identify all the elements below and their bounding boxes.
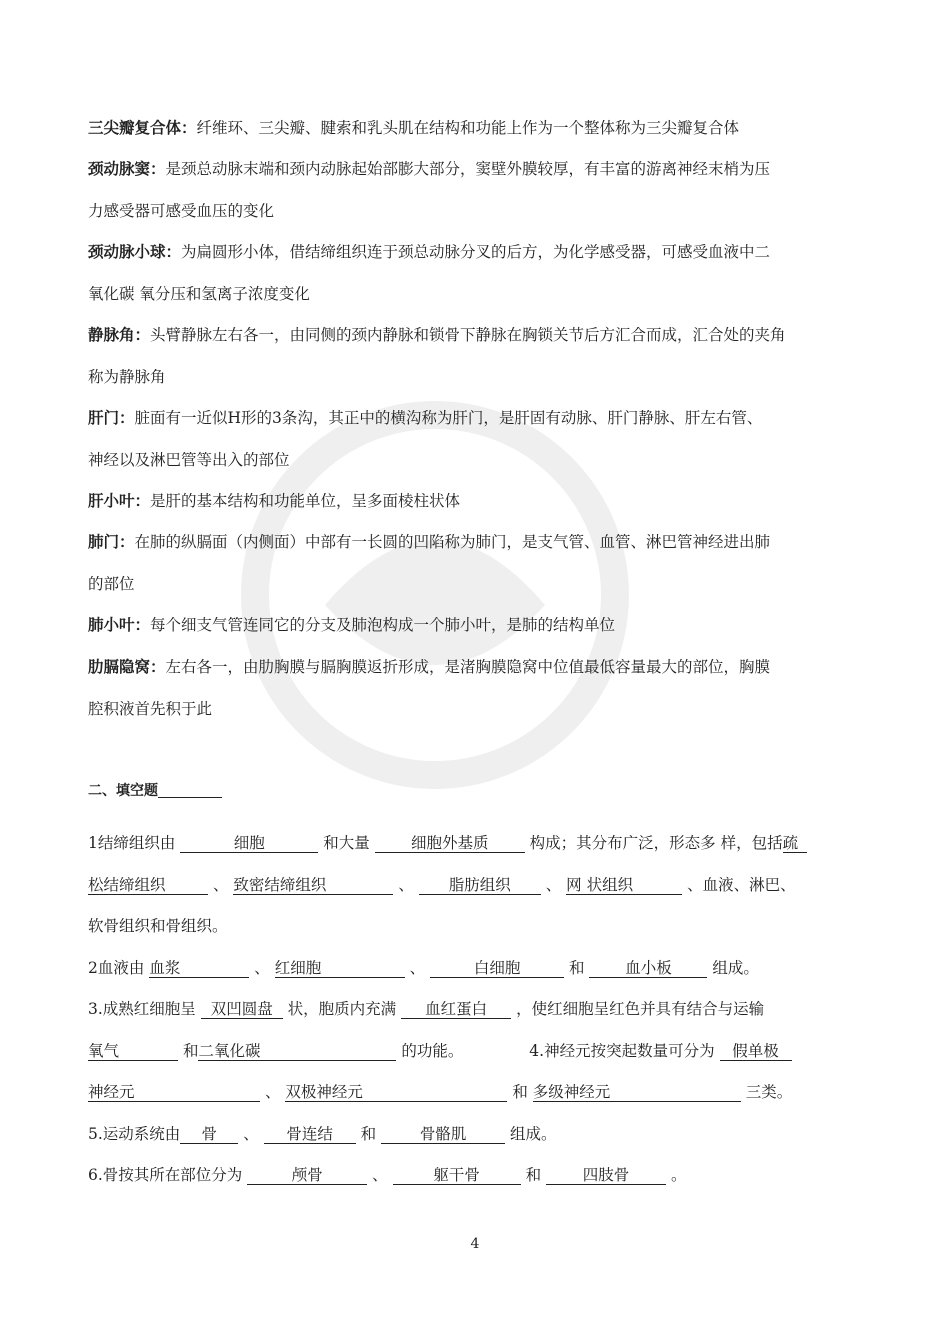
question-text: 组成。	[712, 959, 759, 977]
answer-blank: 氧气	[88, 1042, 178, 1061]
definition-text: 称为静脉角	[88, 368, 166, 386]
answer-blank: 网 状组织	[566, 876, 682, 895]
answer-blank: 致密结缔组织	[233, 876, 393, 895]
definition-text: 头臂静脉左右各一，由同侧的颈内静脉和锁骨下静脉在胸锁关节后方汇合而成，汇合处的夹角	[150, 326, 786, 344]
page-number: 4	[470, 1236, 480, 1252]
definition-text: 的部位	[88, 575, 135, 593]
separator: 、	[243, 1125, 259, 1143]
definition-text: 脏面有一近似H形的3条沟，其正中的横沟称为肝门，是肝固有动脉、肝门静脉、肝左右管、	[134, 409, 763, 427]
answer-blank: 血小板	[589, 959, 707, 978]
term: 颈动脉窦：	[88, 160, 166, 178]
term: 肺门：	[88, 533, 135, 551]
section-title-text: 二、填空题	[88, 783, 158, 799]
answer-blank: 颅骨	[247, 1166, 367, 1185]
separator: 、	[409, 959, 426, 977]
definition-text: 氧化碳 氧分压和氢离子浓度变化	[88, 285, 310, 303]
separator: 、	[212, 876, 229, 894]
definition-8	[88, 614, 615, 636]
question-text: 和	[525, 1166, 542, 1184]
answer-blank: 血红蛋白	[401, 1000, 511, 1019]
answer-blank: 疏	[783, 834, 807, 853]
question-text: 6.骨按其所在部位分为	[88, 1166, 243, 1184]
answer-blank: 骨连结	[264, 1125, 356, 1144]
answer-blank: 松结缔组织	[88, 876, 208, 895]
answer-blank: 细胞外基质	[375, 834, 525, 853]
answer-blank: 双极神经元	[285, 1083, 507, 1102]
separator: 、	[545, 876, 562, 894]
question-1-cont2	[88, 915, 228, 937]
answer-blank: 细胞	[180, 834, 318, 853]
definition-1	[88, 117, 739, 139]
answer-blank: 红细胞	[275, 959, 405, 978]
question-text: 组成。	[510, 1125, 557, 1143]
question-text: 构成；其分布广泛，形态多 样，包括	[529, 834, 783, 852]
definition-4-cont	[88, 366, 166, 388]
term: 肺小叶：	[88, 616, 151, 634]
question-text: 软骨组织和骨组织。	[88, 917, 228, 935]
question-5	[88, 1123, 557, 1145]
definition-7	[88, 531, 770, 553]
term: 肋膈隐窝：	[88, 658, 166, 676]
answer-blank: 骨	[180, 1125, 238, 1144]
definition-text: 腔积液首先积于此	[88, 700, 213, 718]
answer-blank: 白细胞	[430, 959, 564, 978]
question-text: 3.成熟红细胞呈	[88, 1000, 196, 1018]
question-text: 和	[360, 1125, 377, 1143]
definition-text: 左右各一，由肋胸膜与膈胸膜返折形成，是渚胸膜隐窝中位值最低容量最大的部位，胸膜	[165, 658, 771, 676]
definition-9	[88, 656, 770, 678]
definition-3	[88, 241, 770, 263]
definition-5-cont	[88, 449, 290, 471]
answer-blank: 脂肪组织	[419, 876, 541, 895]
question-text: 和	[569, 959, 585, 977]
definition-2-cont	[88, 200, 274, 222]
question-text: 和	[512, 1083, 528, 1101]
term: 三尖瓣复合体：	[88, 119, 197, 137]
separator: 、	[398, 876, 414, 894]
answer-blank: 多级神经元	[533, 1083, 741, 1102]
question-1	[88, 832, 807, 854]
answer-blank: 四肢骨	[546, 1166, 666, 1185]
question-3-cont	[88, 1040, 792, 1062]
definition-text: 纤维环、三尖瓣、腱索和乳头肌在结构和功能上作为一个整体称为三尖瓣复合体	[196, 119, 740, 137]
definition-3-cont	[88, 283, 310, 305]
question-text: 的功能。	[401, 1042, 464, 1060]
question-text: 1结缔组织由	[88, 834, 176, 852]
answer-blank: 血浆	[149, 959, 249, 978]
definition-text: 每个细支气管连同它的分支及肺泡构成一个肺小叶，是肺的结构单位	[150, 616, 616, 634]
definition-text: 力感受器可感受血压的变化	[88, 202, 275, 220]
question-4-cont	[88, 1081, 792, 1103]
question-text: 4.神经元按突起数量可分为	[529, 1042, 715, 1060]
definition-text: 神经以及淋巴管等出入的部位	[88, 451, 290, 469]
question-text: 三类。	[745, 1083, 793, 1101]
answer-blank: 骨骼肌	[381, 1125, 505, 1144]
question-text: 2血液由	[88, 959, 145, 977]
term: 肝小叶：	[88, 492, 151, 510]
question-text: 5.运动系统由	[88, 1125, 181, 1143]
definition-9-cont	[88, 698, 212, 720]
definition-2	[88, 158, 770, 180]
term: 静脉角：	[88, 326, 151, 344]
question-2	[88, 957, 759, 979]
definition-text: 为扁圆形小体，借结缔组织连于颈总动脉分叉的后方，为化学感受器，可感受血液中二	[181, 243, 771, 261]
separator: 、	[372, 1166, 388, 1184]
question-text: 和大量	[323, 834, 370, 852]
definition-4	[88, 324, 786, 346]
question-text: 、血液、淋巴、	[687, 876, 796, 894]
definition-7-cont	[88, 573, 135, 595]
definition-5	[88, 407, 762, 429]
question-text: 和	[182, 1042, 199, 1060]
term: 颈动脉小球：	[88, 243, 182, 261]
definition-text: 是颈总动脉末端和颈内动脉起始部膨大部分，窦壁外膜较厚，有丰富的游离神经末梢为压	[165, 160, 771, 178]
question-3	[88, 998, 764, 1020]
section-title	[88, 780, 222, 800]
question-text: 状，胞质内充满	[287, 1000, 397, 1018]
question-1-cont	[88, 874, 796, 896]
separator: 、	[264, 1083, 281, 1101]
answer-blank: 双凹圆盘	[201, 1000, 283, 1019]
answer-blank: 假单极	[720, 1042, 792, 1061]
definition-text: 在肺的纵膈面（内侧面）中部有一长圆的凹陷称为肺门，是支气管、血管、淋巴管神经进出肺	[134, 533, 771, 551]
section-title-underline	[158, 785, 222, 798]
definition-6	[88, 490, 460, 512]
question-text: 。	[670, 1166, 687, 1184]
question-text: ，使红细胞呈红色并具有结合与运输	[516, 1000, 765, 1018]
separator: 、	[254, 959, 270, 977]
answer-blank: 躯干骨	[393, 1166, 521, 1185]
definition-text: 是肝的基本结构和功能单位，呈多面棱柱状体	[150, 492, 461, 510]
term: 肝门：	[88, 409, 135, 427]
answer-blank: 神经元	[88, 1083, 260, 1102]
answer-blank: 二氧化碳	[198, 1042, 396, 1061]
question-6	[88, 1164, 686, 1186]
